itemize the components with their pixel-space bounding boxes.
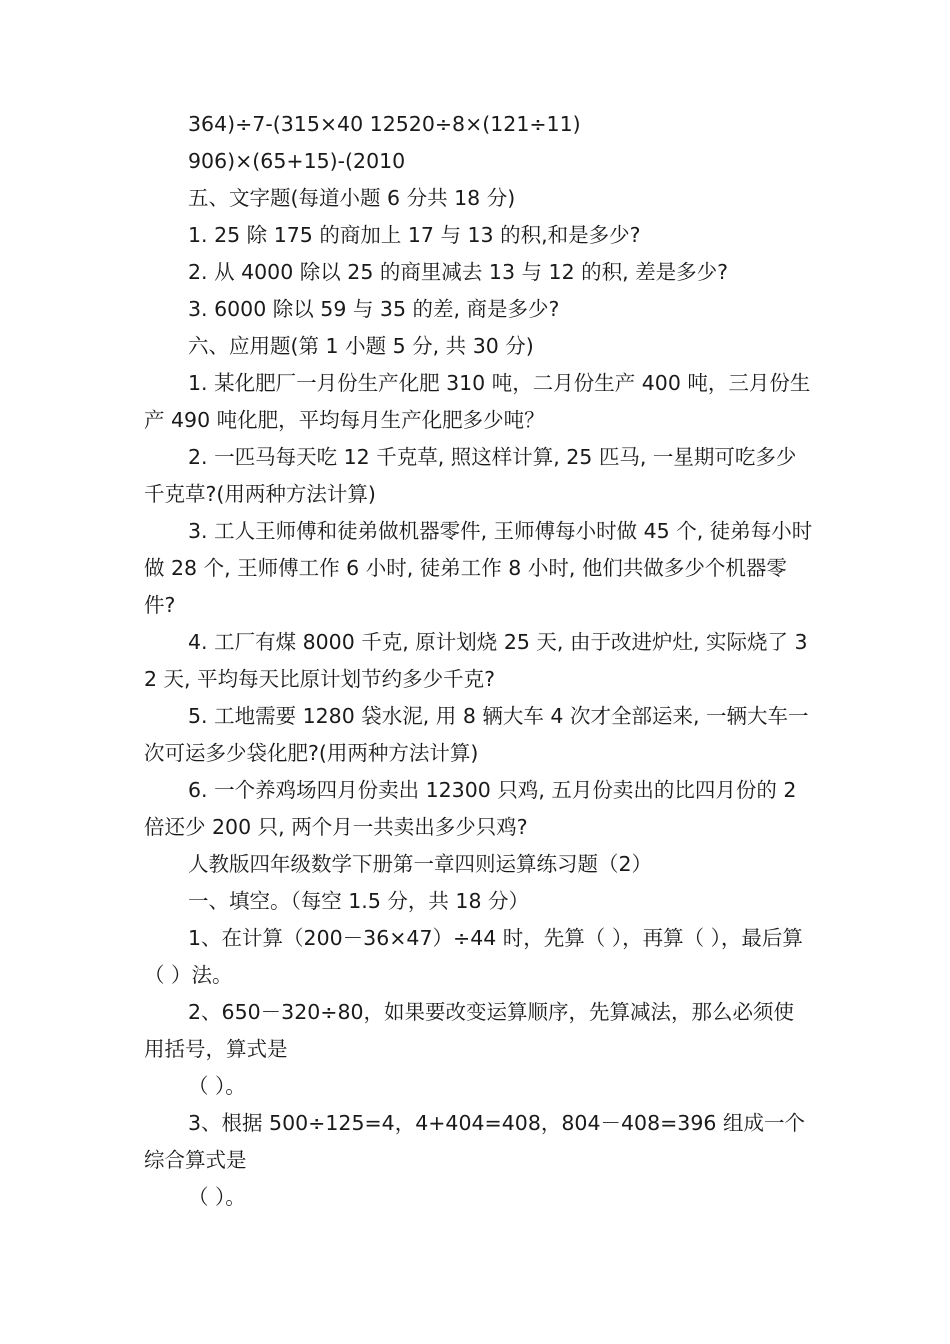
- document-body: [144, 106, 814, 1216]
- text-line-expression-1: 364)÷7-(315×40 12520÷8×(121÷11): [188, 112, 581, 136]
- application-problem-4: 4. 工厂有煤 8000 千克, 原计划烧 25 天, 由于改进炉灶, 实际烧了 32 天, 平均每天比原计划节约多少千克?: [144, 630, 808, 691]
- answer-blank-2: （ ）。: [188, 1074, 246, 1098]
- fill-blank-question-2: 2、650－320÷80，如果要改变运算顺序，先算减法，那么必须使用括号，算式是: [144, 1000, 795, 1061]
- text-line-expression-2: 906)×(65+15)-(2010: [188, 149, 406, 173]
- application-problem-6: 6. 一个养鸡场四月份卖出 12300 只鸡, 五月份卖出的比四月份的 2 倍还少 200 只, 两个月一共卖出多少只鸡?: [144, 778, 797, 839]
- word-problem-1: 1. 25 除 175 的商加上 17 与 13 的积,和是多少?: [188, 223, 641, 247]
- application-problem-1: 1. 某化肥厂一月份生产化肥 310 吨，二月份生产 400 吨，三月份生产 490 吨化肥，平均每月生产化肥多少吨？: [144, 371, 811, 432]
- application-problem-3: 3. 工人王师傅和徒弟做机器零件, 王师傅每小时做 45 个, 徒弟每小时做 28 个, 王师傅工作 6 小时, 徒弟工作 8 小时, 他们共做多少个机器零件?: [144, 519, 813, 617]
- section-heading-application-problems: 六、应用题(第 1 小题 5 分, 共 30 分): [188, 334, 534, 358]
- section-heading-fill-blank: 一、填空。（每空 1.5 分，共 18 分）: [188, 889, 530, 913]
- word-problem-3: 3. 6000 除以 59 与 35 的差, 商是多少?: [188, 297, 560, 321]
- answer-blank-3: （ ）。: [188, 1185, 246, 1209]
- application-problem-2: 2. 一匹马每天吃 12 千克草, 照这样计算, 25 匹马, 一星期可吃多少千克草?(用两种方法计算): [144, 445, 797, 506]
- application-problem-5: 5. 工地需要 1280 袋水泥, 用 8 辆大车 4 次才全部运来, 一辆大车一次可运多少袋化肥?(用两种方法计算): [144, 704, 809, 765]
- word-problem-2: 2. 从 4000 除以 25 的商里减去 13 与 12 的积, 差是多少?: [188, 260, 729, 284]
- fill-blank-question-1: 1、在计算（200－36×47）÷44 时，先算（ ），再算（ ），最后算（ ）法。: [144, 926, 803, 987]
- exercise-title: 人教版四年级数学下册第一章四则运算练习题（2）: [188, 852, 653, 876]
- section-heading-word-problems: 五、文字题(每道小题 6 分共 18 分): [188, 186, 516, 210]
- fill-blank-question-3: 3、根据 500÷125=4，4+404=408，804－408=396 组成一个综合算式是: [144, 1111, 805, 1172]
